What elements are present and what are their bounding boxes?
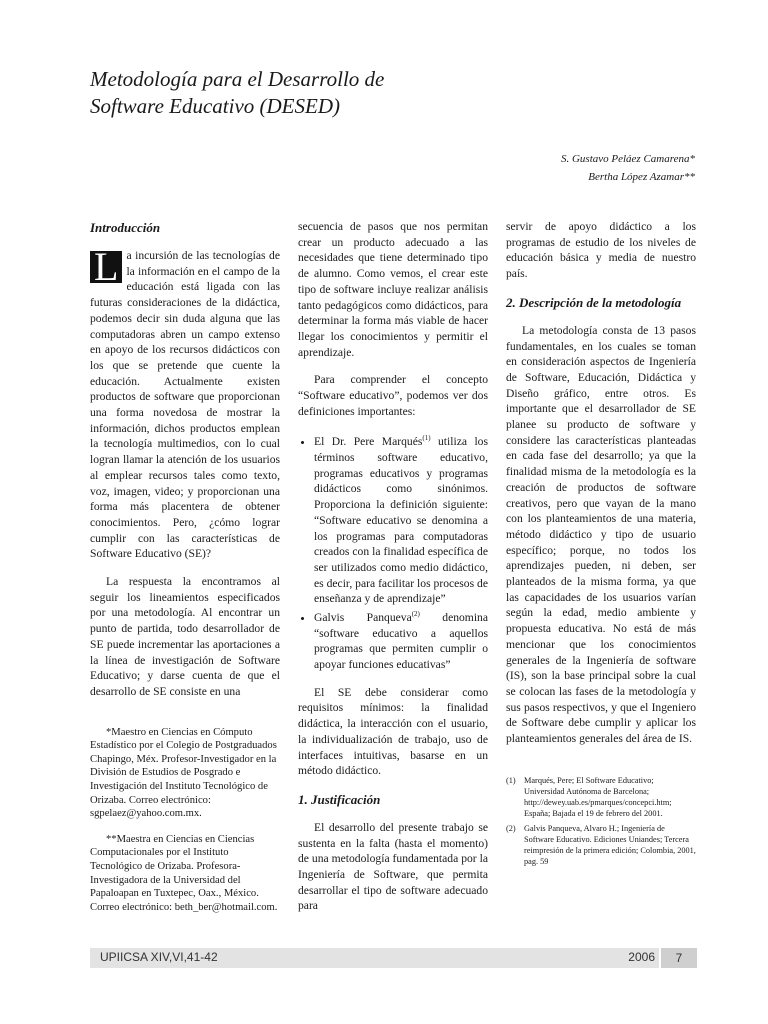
footer-year: 2006 [628, 950, 655, 964]
author-2: Bertha López Azamar** [588, 171, 695, 183]
author-1: S. Gustavo Peláez Camarena* [560, 153, 695, 165]
title-line-2: Software Educativo (DESED) [90, 94, 341, 118]
col2-paragraph-3: El SE debe considerar como requisitos mínimos: la finalidad didáctica, la interacción con el usuario, la individualización de trabajo, uso de interfaces intuitivas, basarse en un método didáctico. [298, 685, 488, 778]
col2-paragraph-2: Para comprender el concepto “Software educativo”, podemos ver dos definiciones importantes: [298, 373, 488, 418]
col2-paragraph-1: secuencia de pasos que nos permitan crear un producto adecuado a las necesidades que tiene determinado tipo de alumno. Como vemos, el crear este tipo de software incluye realizar análisis tanto pedagógicos como didácticos, para determinar la forma más viable de hacer llegar los conocimientos y permitir el aprendizaje. [298, 220, 488, 359]
references [506, 775, 696, 867]
definition-item-1 [314, 431, 488, 607]
intro-paragraph-1 [90, 244, 280, 562]
reference-1-text: Marqués, Pere; El Software Educativo; Universidad Autónoma de Barcelona; http://dewey.uab.es/pmarques/concepci.htm; España; Bajada el 19 de febrero del 2001. [524, 775, 672, 818]
drop-cap: L [90, 251, 122, 283]
column-1 [90, 219, 280, 926]
col3-paragraph-2: La metodología consta de 13 pasos fundamentales, en los cuales se toman en consideración aspectos de Ingeniería de Software, Educación, Didáctica y Diseño gráfico, entre otros. Es importante que el desarrollador de SE planee su producto de software y considere las características planteadas en cada fase del desarrollo; ya que la finalidad misma de la metodología es la creación de productos de software creativos, pero que vayan de la mano con los planteamientos de una materia, método didáctico y tipo de usuario específico; porque, no todos los aprendizajes pueden, ni deben, ser planteados de la misma forma, ya que las capacidades de los usuarios varían según la edad, medio ambiente y propuesta educativa. No está de más mencionar que los conocimientos generales de la Ingeniería de software (IS), son la base principal sobre la cual se colocan las fases de la metodología y sus pasos respectivos, y que el Ingeniero de Software debe cumplir y aplicar los planteamientos generales del área de IS. [506, 323, 696, 746]
definition-1-lead: El Dr. Pere Marqués [314, 435, 423, 449]
ref-mark-2: (2) [411, 610, 420, 619]
reference-2-text: Galvis Panqueva, Alvaro H.; Ingeniería de Software Educativo. Ediciones Uniandes; Tercera reimpresión de la primera edición; Colombia, 2001, pag. 59 [524, 823, 696, 866]
definition-1-text: utiliza los términos software educativo, programas educativos y programas didácticos como sinónimos. Proporciona la definición siguiente: “Software educativo se denomina a los programas para computadoras creados con la finalidad específica de ser utilizados como medio didáctico, es decir, para facilitar los procesos de enseñanza y de aprendizaje” [314, 435, 488, 606]
author-note-1: *Maestro en Ciencias en Cómputo Estadístico por el Colegio de Postgraduados Chapingo, Méx. Profesor-Investigador en la División de Estudios de Posgrado e Investigación del Instituto Tecnológico de Orizaba. Correo electrónico: sgpelaez@yahoo.com.mx. [90, 726, 277, 820]
col3-paragraph-1: servir de apoyo didáctico a los programas de estudio de los niveles de educación básica y media de nuestro país. [506, 220, 696, 281]
col2-paragraph-4: El desarrollo del presente trabajo se sustenta en la falta (hasta el momento) de una metodología fundamentada por la Ingeniería de Software, que permita desarrollar el tipo de software adecuado para [298, 820, 488, 913]
ref-mark-1: (1) [422, 434, 431, 443]
definition-2-text: denomina “software educativo a aquellos programas que permiten cumplir o apoyar funciones educativas” [314, 610, 488, 671]
definition-2-lead: Galvis Panqueva [314, 610, 412, 624]
article-title [90, 66, 510, 120]
page-number: 7 [659, 948, 697, 968]
definition-list [298, 431, 488, 672]
intro-heading: Introducción [90, 220, 161, 235]
reference-1 [506, 775, 696, 819]
title-line-1: Metodología para el Desarrollo de [90, 67, 385, 91]
author-block [561, 150, 695, 186]
page-footer [90, 948, 697, 968]
justification-heading: 1. Justificación [298, 791, 381, 807]
definition-item-2 [314, 607, 488, 673]
column-3 [506, 219, 696, 871]
reference-1-number: (1) [506, 775, 516, 785]
description-heading: 2. Descripción de la metodología [506, 294, 682, 310]
column-2 [298, 219, 488, 926]
reference-2 [506, 823, 696, 867]
intro-paragraph-2: La respuesta la encontramos al seguir los lineamientos especificados por una metodología. Al encontrar un punto de partida, todo desarrollador de SE puede incrementar las aportaciones a la línea de investigación de Software Educativo; y darse cuenta de que el desarrollo de SE consiste en una [90, 575, 280, 698]
reference-2-number: (2) [506, 823, 516, 833]
journal-citation: UPIICSA XIV,VI,41-42 [100, 950, 218, 964]
intro-paragraph-1-text: a incursión de las tecnologías de la información en el campo de la educación está ligada con las futuras consideraciones de la didáctica, podemos decir sin duda alguna que las computadoras abren un campo extenso en apoyo de los recursos didácticos con los que se pretende que cuente la educación. Actualmente existen productos de software que proporcionan una forma novedosa de mostrar la información, dichos productos emplean la tecnología multimedios, con lo cual logran llamar la atención de los usuarios al emplear recursos tales como texto, voz, imagen, video; y proporcionan una forma más placentera de obtener conocimientos. Pero, ¿cómo lograr cumplir con las características de Software Educativo (SE)? [90, 249, 280, 561]
author-note-2: **Maestra en Ciencias en Ciencias Computacionales por el Instituto Tecnológico de Orizaba. Profesora-Investigadora de la Universidad del Papaloapan en Tuxtepec, Oax., México. Correo electrónico: beth_ber@hotmail.com. [90, 833, 278, 913]
